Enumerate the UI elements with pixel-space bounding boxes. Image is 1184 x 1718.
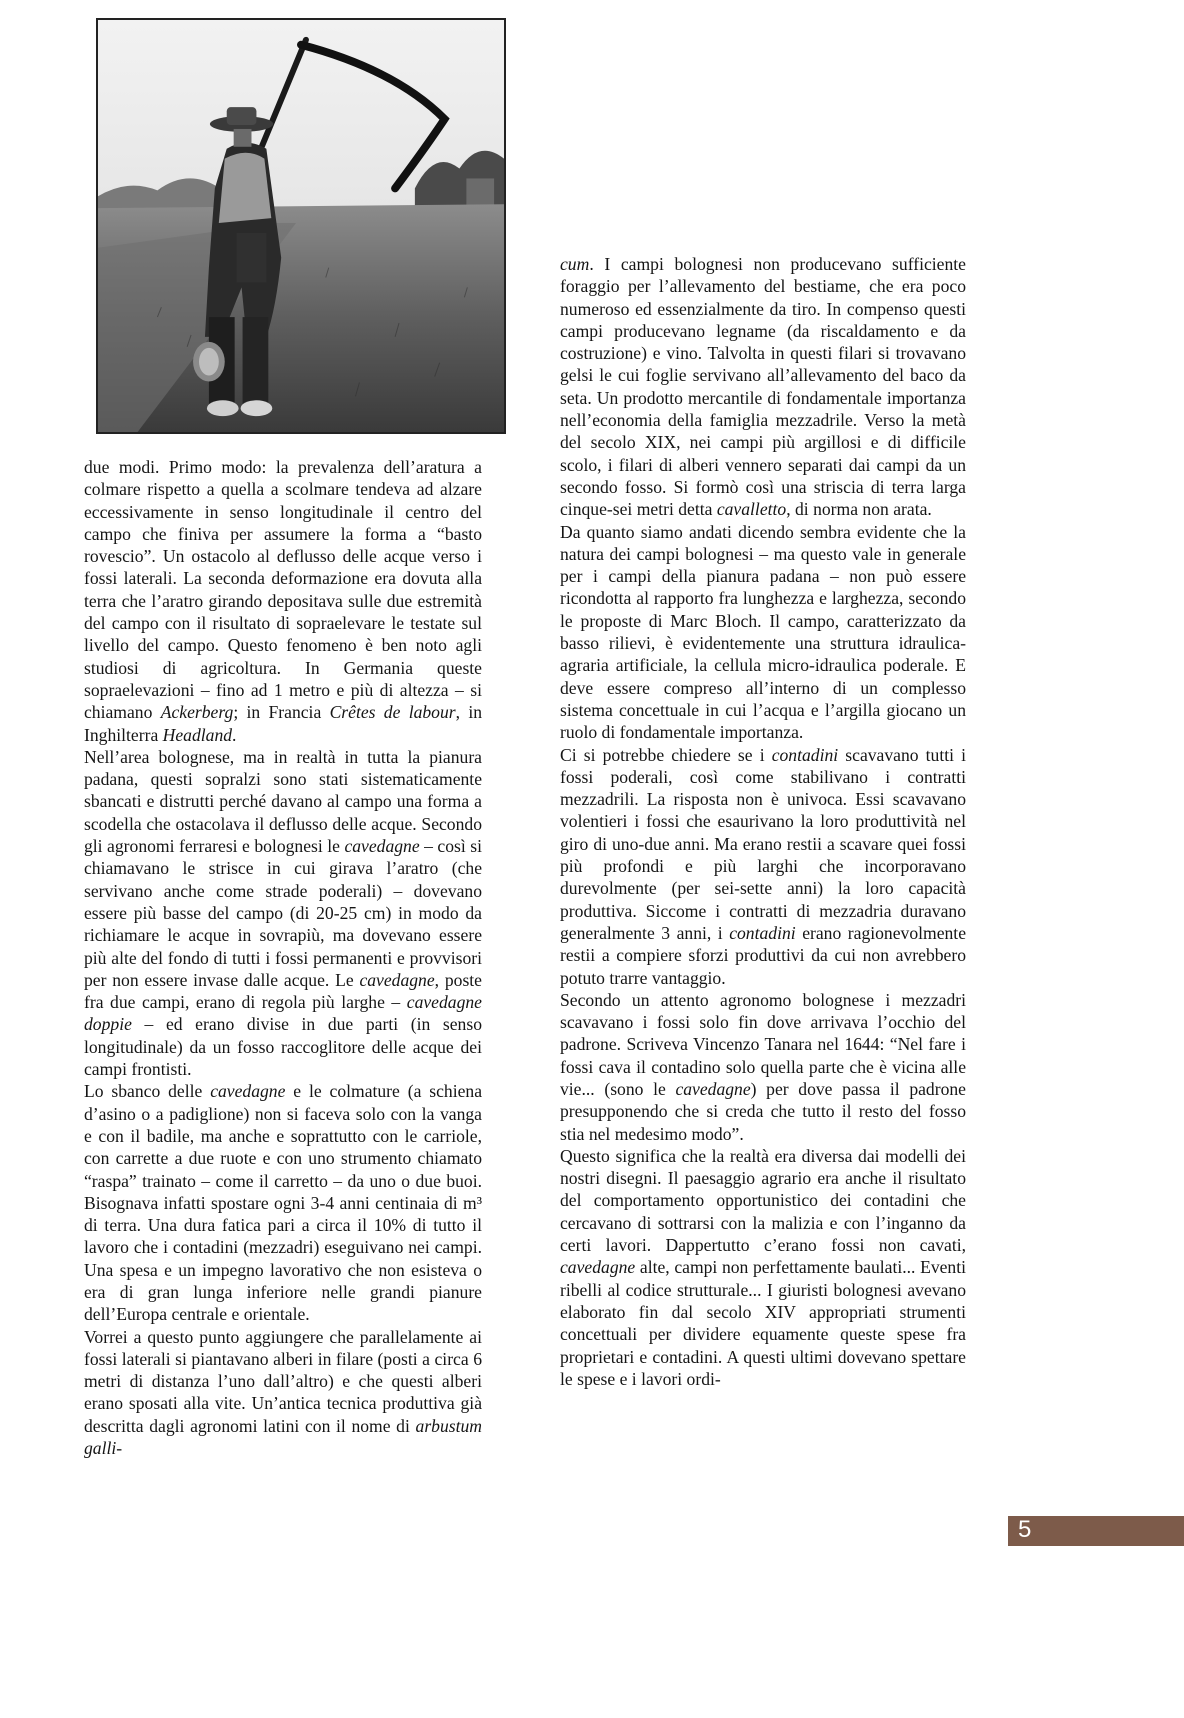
paragraph <box>84 1326 482 1460</box>
text-run: , in Inghilterra <box>84 702 483 745</box>
text-run: ; in Francia <box>233 702 330 723</box>
italic-term: cavedagne doppie <box>84 992 482 1035</box>
text-run: . I campi bolognesi non producevano sufficiente foraggio per l’allevamento del bestiame, che era poco numeroso ed essenzialmente da tiro. In compenso questi campi producevano legname (da riscaldamento e da costruzione) e vino. Talvolta in questi filari si trovavano gelsi le cui foglie servivano all’allevamento del baco da seta. Un prodotto mercantile di fondamentale importanza nell’economia della famiglia mezzadrile. Verso la metà del secolo XIX, nei campi più argillosi e di difficile scolo, i filari di alberi vennero separati dai campi da un secondo fosso. Si formò così una striscia di terra larga cinque-sei metri detta <box>560 254 966 520</box>
italic-term: cavalletto <box>716 499 787 520</box>
text-run: Lo sbanco delle <box>84 1081 211 1102</box>
text-run: alte, campi non perfettamente baulati... Eventi ribelli al codice strutturale... I giuristi bolognesi avevano elaborato fin dal secolo XIV appropriati strumenti concettuali per dividere equamente queste spese fra proprietari e contadini. A questi ultimi dovevano spettare le spese e i lavori ordi- <box>560 1257 966 1389</box>
italic-term: cavedagne <box>344 836 420 857</box>
page-number: 5 <box>1018 1516 1032 1543</box>
paragraph <box>560 989 966 1145</box>
paragraph <box>84 456 482 746</box>
text-run: Vorrei a questo punto aggiungere che parallelamente ai fossi laterali si piantavano alberi in filare (posti a circa 6 metri di distanza l’uno dall’altro) e che questi alberi erano sposati alla vite. Un’antica tecnica produttiva già descritta dagli agronomi latini con il nome di <box>84 1326 482 1436</box>
text-run: Da quanto siamo andati dicendo sembra evidente che la natura dei campi bolognesi – ma questo vale in generale per i campi della pianura padana – non può essere ricondotta al rapporto fra lunghezza e larghezza, secondo le proposte di Marc Bloch. Il campo, caratterizzato da basso rilievi, è evidentemente una struttura idraulica-agraria artificiale, la cellula micro-idraulica poderale. E deve essere compreso all’interno di un complesso sistema concettuale in cui l’acqua e l’argilla giocano un ruolo di fondamentale importanza. <box>560 521 966 743</box>
text-run: Ci si potrebbe chiedere se i <box>560 744 772 765</box>
italic-term: contadini <box>729 922 796 943</box>
text-run: Questo significa che la realtà era diversa dai modelli dei nostri disegni. Il paesaggio agrario era anche il risultato del comportamento opportunistico dei contadini che cercavano di sottrarsi con la malizia e con l’inganno da certi lavori. Dappertutto c’erano fossi non cavati, <box>560 1145 966 1256</box>
paragraph <box>560 1145 966 1390</box>
italic-term: Crêtes de labour <box>329 702 456 723</box>
left-text-column <box>84 456 482 1459</box>
text-run: due modi. Primo modo: la prevalenza dell’aratura a colmare rispetto a quella a scolmare tendeva ad alzare eccessivamente in senso longitudinale il centro del campo che finiva per assumere la forma a “basto rovescio”. Un ostacolo al deflusso delle acque verso i fossi laterali. La seconda deformazione era dovuta alla terra che l’aratro girando depositava sulle due estremità del campo con il risultato di sopraelevare le testate sul livello del campo. Questo fenomeno è ben noto agli studiosi di agricoltura. In Germania queste sopraelevazioni – fino ad 1 metro e più di altezza – si chiamano <box>84 457 482 723</box>
text-run: , di norma non arata. <box>786 499 932 520</box>
italic-term: Ackerberg <box>160 702 234 723</box>
page-number-tab <box>1008 1516 1184 1546</box>
italic-term: cum <box>560 254 590 274</box>
paragraph <box>84 746 482 1080</box>
italic-term: cavedagne <box>359 969 435 990</box>
paragraph <box>560 253 966 521</box>
photo-illustration <box>98 20 504 432</box>
paragraph <box>560 744 966 989</box>
text-run: – ed erano divise in due parti (in senso longitudinale) da un fosso raccoglitore delle acque dei campi frontisti. <box>84 1014 482 1080</box>
right-text-column <box>560 253 966 1390</box>
italic-term: Headland <box>162 724 233 745</box>
text-run: erano ragionevolmente restii a compiere sforzi produttivi da cui non avrebbero potuto trarre vantaggio. <box>560 922 966 988</box>
paragraph <box>84 1080 482 1325</box>
text-run: , poste fra due campi, erano di regola più larghe – <box>84 969 482 1013</box>
text-run: e le colmature (a schiena d’asino o a padiglione) non si faceva solo con la vanga e con il badile, ma anche e soprattutto con le carriole, con carrette a due ruote e con uno strumento chiamato “raspa” trainato – come il carretto – da uno o due buoi. Bisognava infatti spostare ogni 3-4 anni centinaia di m³ di terra. Una dura fatica pari a circa il 10% di tutto il lavoro che i contadini (mezzadri) eseguivano nei campi. Una spesa e un impegno lavorativo che non esisteva o era di gran lunga inferiore nelle grandi pianure dell’Europa centrale e orientale. <box>84 1081 482 1325</box>
italic-term: cavedagne <box>675 1078 751 1099</box>
italic-term: arbustum galli- <box>84 1415 482 1459</box>
text-run: Secondo un attento agronomo bolognese i mezzadri scavavano i fossi solo fin dove arrivava l’occhio del padrone. Scriveva Vincenzo Tanara nel 1644: “Nel fare i fossi cava il contadino solo quella parte che è vicina alle vie... (sono le <box>560 989 966 1099</box>
text-run: – così si chiamavano le strisce in cui girava l’aratro (che servivano anche come strade poderali) – dovevano essere più basse del campo (di 20-25 cm) in modo da richiamare le acque in sovrapiù, ma dovevano essere più alte del fondo di tutti i fossi permanenti e provvisori per non essere invase dalle acque. Le <box>84 836 482 990</box>
paragraph <box>560 521 966 744</box>
text-run: scavavano tutti i fossi poderali, così come stabilivano i contratti mezzadrili. La risposta non è univoca. Essi scavavano volentieri i fossi che esaurivano la loro produttività nel giro di uno-due anni. Ma erano restii a scavare quei fossi più profondi e più larghi che incorporavano durevolmente (per sei-sette anni) la loro capacità produttiva. Siccome i contratti di mezzadria duravano generalmente 3 anni, i <box>560 744 967 943</box>
italic-term: cavedagne <box>210 1081 286 1102</box>
italic-term: cavedagne <box>560 1257 636 1278</box>
farmer-with-scythe-photo <box>96 18 506 434</box>
text-run: ) per dove passa il padrone presupponendo che si creda che tutto il resto del fosso stia nel medesimo modo”. <box>560 1078 966 1144</box>
text-run: . <box>232 724 237 745</box>
italic-term: contadini <box>771 744 839 765</box>
text-run: Nell’area bolognese, ma in realtà in tutta la pianura padana, questi sopralzi sono stati sistematicamente sbancati e distrutti perché davano al campo una forma a scodella che ostacolava il deflusso delle acque. Secondo gli agronomi ferraresi e bolognesi le <box>84 746 482 857</box>
